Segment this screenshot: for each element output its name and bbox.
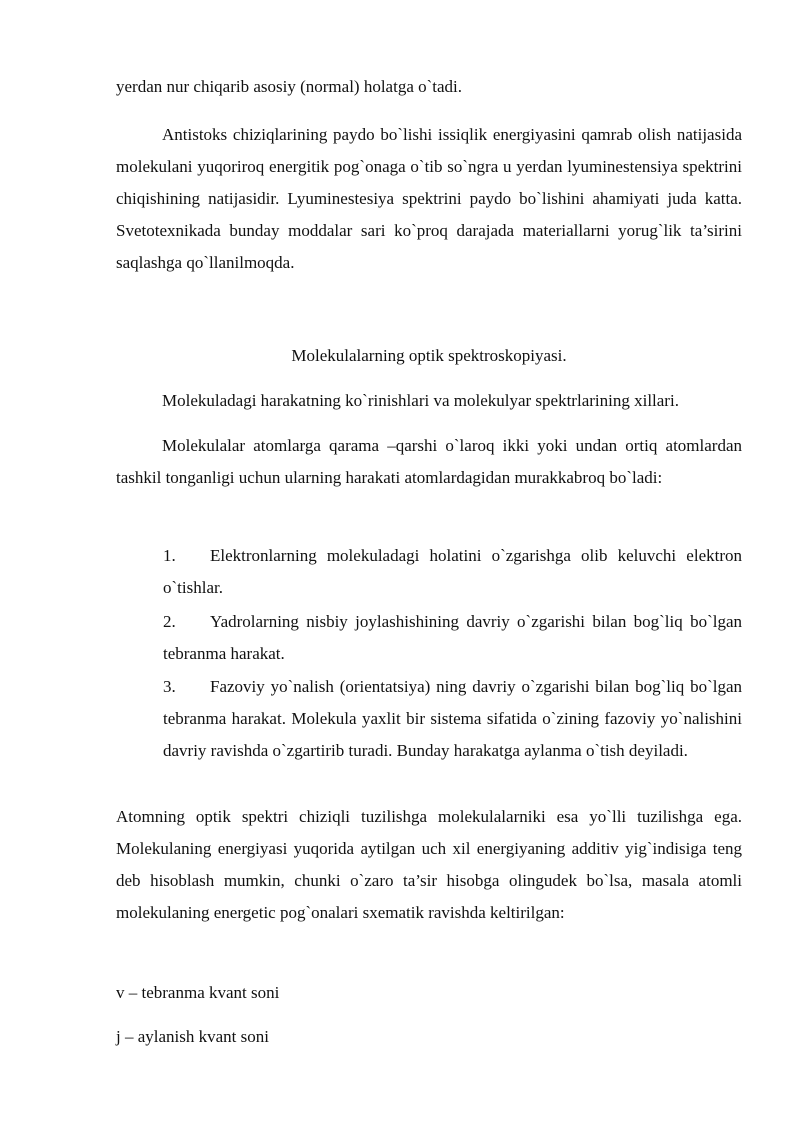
section-title: Molekulalarning optik spektroskopiyasi. (291, 346, 567, 365)
list-item-2 (163, 606, 742, 670)
paragraph-antistoks: Antistoks chiziqlarining paydo bo`lishi issiqlik energiyasini qamrab olish natijasida molekulani yuqoriroq energitik pog`onaga o`tib so`ngra u yerdan lyuminestensiya spektrini chiqishining natijasidir. Lyuminestesiya spektrini paydo bo`lishini ahamiyati juda katta. Svetotexnikada bunday moddalar sari ko`proq darajada materiallarni yorug`lik ta’sirini saqlashga qo`llanilmoqda. (116, 125, 742, 272)
list-number: 1. (163, 546, 176, 565)
section-subtitle: Molekuladagi harakatning ko`rinishlari va molekulyar spektrlarining xillari. (162, 391, 679, 410)
list-item-3 (163, 671, 742, 767)
list-item-1 (163, 540, 742, 604)
paragraph-continuation: yerdan nur chiqarib asosiy (normal) holatga o`tadi. (116, 77, 463, 96)
paragraph-molecules: Molekulalar atomlarga qarama –qarshi o`laroq ikki yoki undan ortiq atomlardan tashkil tonganligi uchun ularning harakati atomlardagidan murakkabroq bo`ladi: (116, 436, 742, 487)
list-text: Fazoviy yo`nalish (orientatsiya) ning davriy o`zgarishi bilan bog`liq bo`lgan tebranma harakat. Molekula yaxlit bir sistema sifatida o`zining fazoviy yo`nalishini davriy ravishda o`zgartirib turadi. Bunday harakatga aylanma o`tish deyiladi. (163, 677, 742, 760)
list-number: 2. (163, 612, 176, 631)
list-text: Yadrolarning nisbiy joylashishining davriy o`zgarishi bilan bog`liq bo`lgan tebranma harakat. (163, 612, 742, 663)
paragraph-atom-spectrum: Atomning optik spektri chiziqli tuzilishga molekulalarniki esa yo`lli tuzilishga ega. Molekulaning energiyasi yuqorida aytilgan uch xil energiyaning additiv yig`indisiga teng deb hisoblash mumkin, chunki o`zaro ta’sir hisobga olingudek bo`lsa, masala atomli molekulaning energetic pog`onalari sxematik ravishda keltirilgan: (116, 807, 742, 922)
list-text: Elektronlarning molekuladagi holatini o`zgarishga olib keluvchi elektron o`tishlar. (163, 546, 742, 597)
definition-v: v – tebranma kvant soni (116, 983, 280, 1002)
definition-j: j – aylanish kvant soni (116, 1027, 269, 1046)
list-number: 3. (163, 677, 176, 696)
